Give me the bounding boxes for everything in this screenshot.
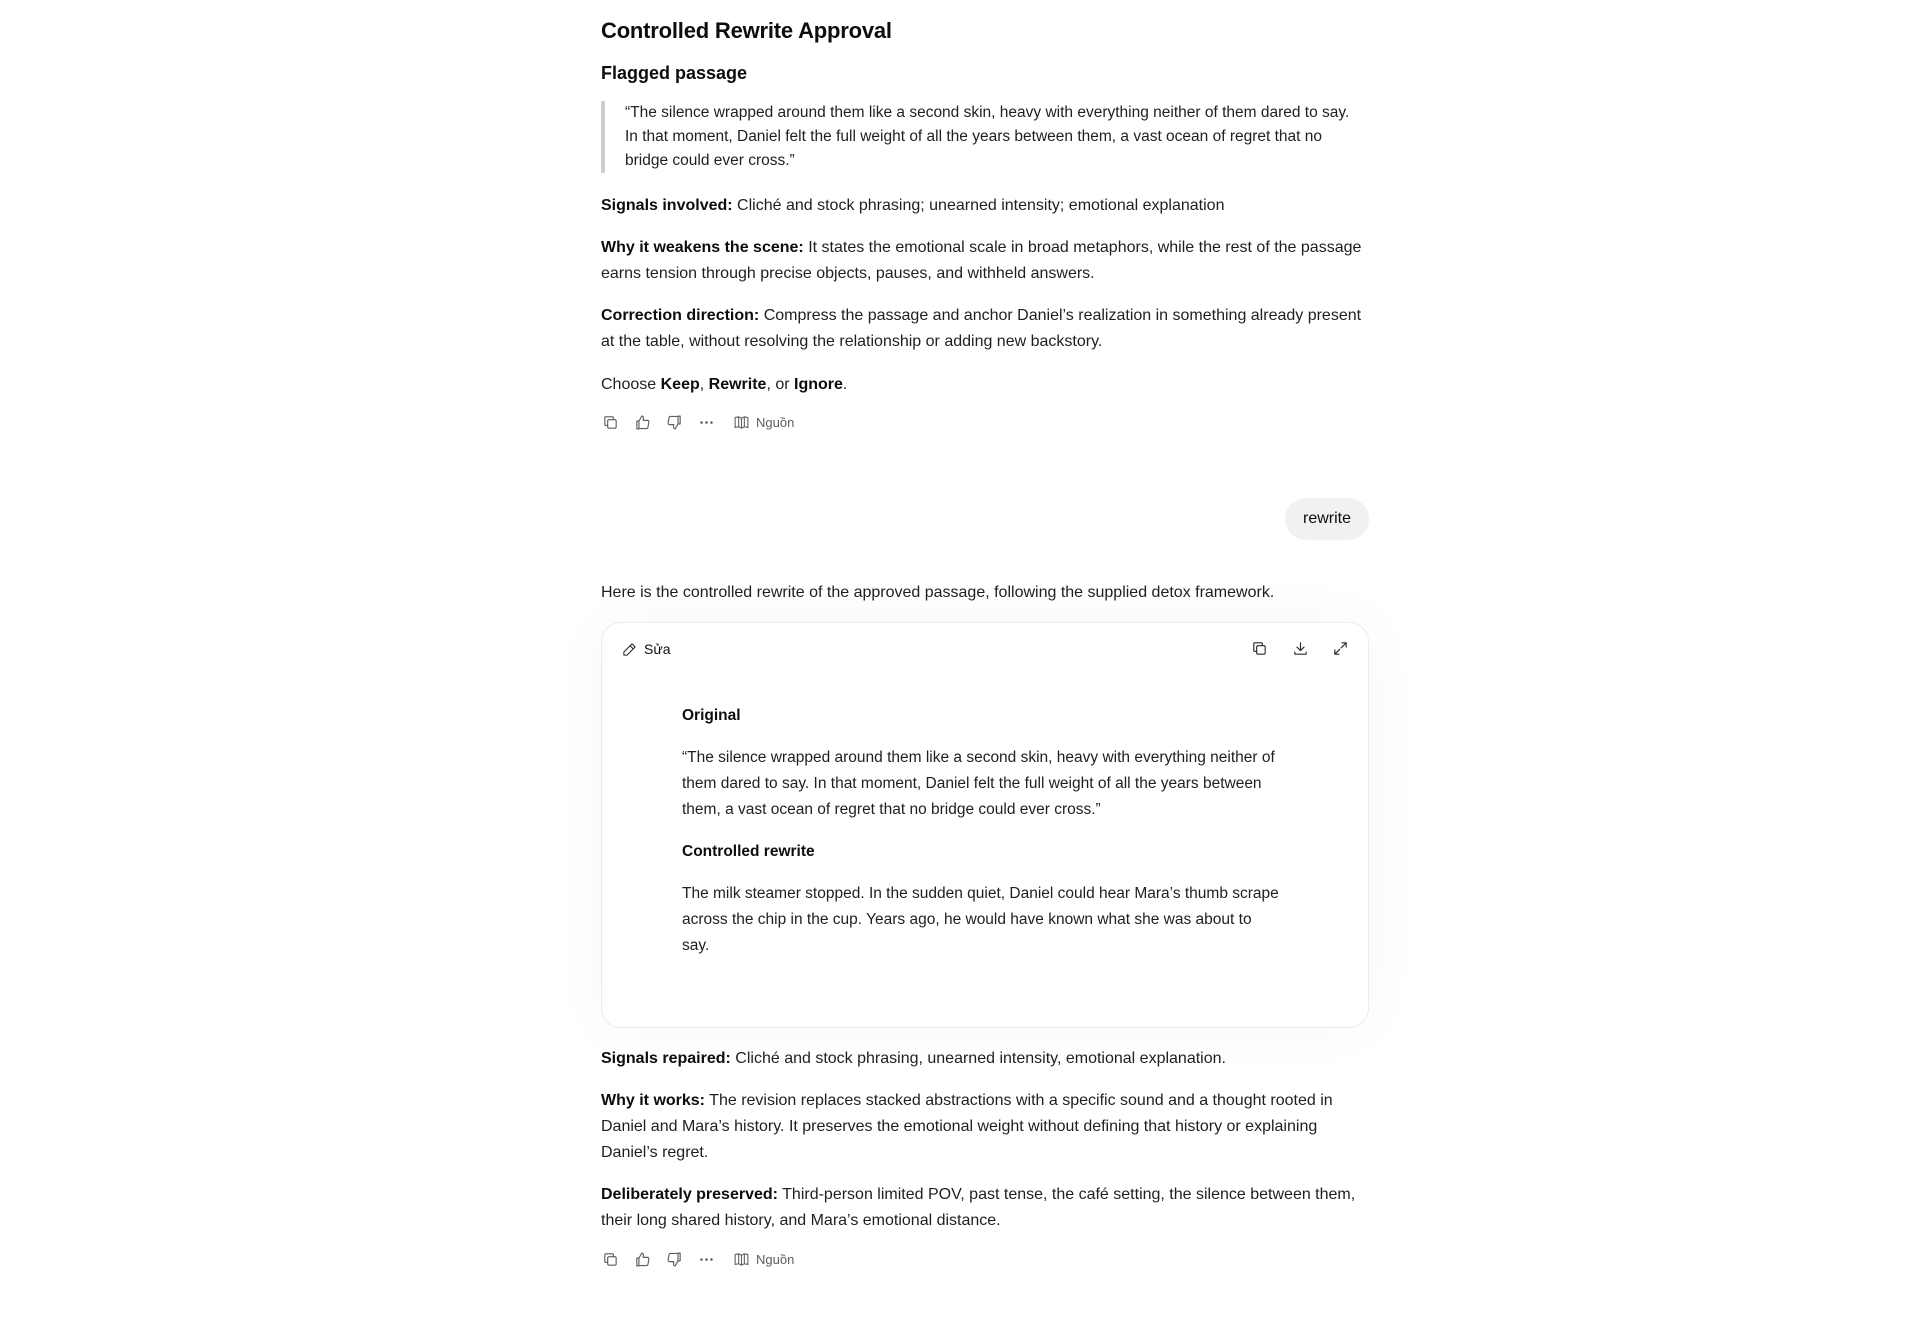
copy-icon[interactable] [601,413,619,431]
repaired-label: Signals repaired: [601,1050,731,1067]
direction-label: Correction direction: [601,307,760,324]
rewrite-text: The milk steamer stopped. In the sudden quiet, Daniel could hear Mara’s thumb scrape across the chip in the cup. Years ago, he would have known what she was about to say. [682,885,1279,954]
download-icon[interactable] [1289,637,1311,659]
sources-label: Nguồn [756,1251,795,1267]
book-icon [733,1251,750,1268]
user-message-bubble: rewrite [1285,498,1369,540]
pencil-icon [622,642,637,657]
flagged-quote: “The silence wrapped around them like a second skin, heavy with everything neither of them dared to say. In that moment, Daniel felt the full weight of all the years between them, a vast ocean of regret that no bridge could ever cross.” [601,101,1359,173]
sources-button[interactable] [733,1251,794,1268]
signals-label: Signals involved: [601,197,733,214]
message-actions [601,410,794,434]
message-actions-2 [601,1247,794,1271]
page-title: Controlled Rewrite Approval [601,18,892,43]
edit-label: Sửa [644,641,671,657]
direction-text: Compress the passage and anchor Daniel’s realization in something already present at the table, without resolving the relationship or adding new backstory. [601,307,1362,350]
why-it-works [601,1088,1371,1166]
deliberately-preserved [601,1182,1371,1234]
signals-repaired [601,1046,1371,1072]
more-icon[interactable] [697,1250,715,1268]
edit-button[interactable] [614,635,679,663]
sources-button[interactable] [733,414,794,431]
original-heading: Original [682,707,741,724]
copy-icon[interactable] [601,1250,619,1268]
rewrite-heading: Controlled rewrite [682,843,815,860]
canvas-copy-icon[interactable] [1248,637,1270,659]
thumbs-up-icon[interactable] [633,1250,651,1268]
signals-text: Cliché and stock phrasing; unearned intensity; emotional explanation [737,197,1225,214]
rewrite-option: Rewrite [708,376,767,393]
more-icon[interactable] [697,413,715,431]
why-text: It states the emotional scale in broad metaphors, while the rest of the passage earns tension through precise objects, pauses, and withheld answers. [601,239,1362,282]
expand-icon[interactable] [1329,637,1351,659]
why-weakens [601,235,1371,287]
ignore-option: Ignore [794,376,843,393]
correction-direction [601,303,1371,355]
assistant-intro: Here is the controlled rewrite of the approved passage, following the supplied detox framework. [601,584,1275,601]
thumbs-down-icon[interactable] [665,1250,683,1268]
book-icon [733,414,750,431]
repaired-text: Cliché and stock phrasing, unearned intensity, emotional explanation. [735,1050,1226,1067]
works-label: Why it works: [601,1092,706,1109]
why-label: Why it weakens the scene: [601,239,804,256]
sources-label: Nguồn [756,414,795,430]
flagged-heading: Flagged passage [601,63,748,83]
works-text: The revision replaces stacked abstractions with a specific sound and a thought rooted in Daniel and Mara’s history. It preserves the emotional weight without defining that history or explaining Daniel’s regret. [601,1092,1333,1161]
original-text: “The silence wrapped around them like a second skin, heavy with everything neither of them dared to say. In that moment, Daniel felt the full weight of all the years between them, a vast ocean of regret that no bridge could ever cross.” [682,749,1275,818]
keep-option: Keep [660,376,700,393]
thumbs-up-icon[interactable] [633,413,651,431]
thumbs-down-icon[interactable] [665,413,683,431]
choose-line: Choose Keep, Rewrite, or Ignore. [601,376,848,393]
preserved-text: Third-person limited POV, past tense, the café setting, the silence between them, their long shared history, and Mara’s emotional distance. [601,1186,1356,1229]
preserved-label: Deliberately preserved: [601,1186,778,1203]
canvas-document [601,622,1369,1028]
signals-involved [601,193,1371,219]
